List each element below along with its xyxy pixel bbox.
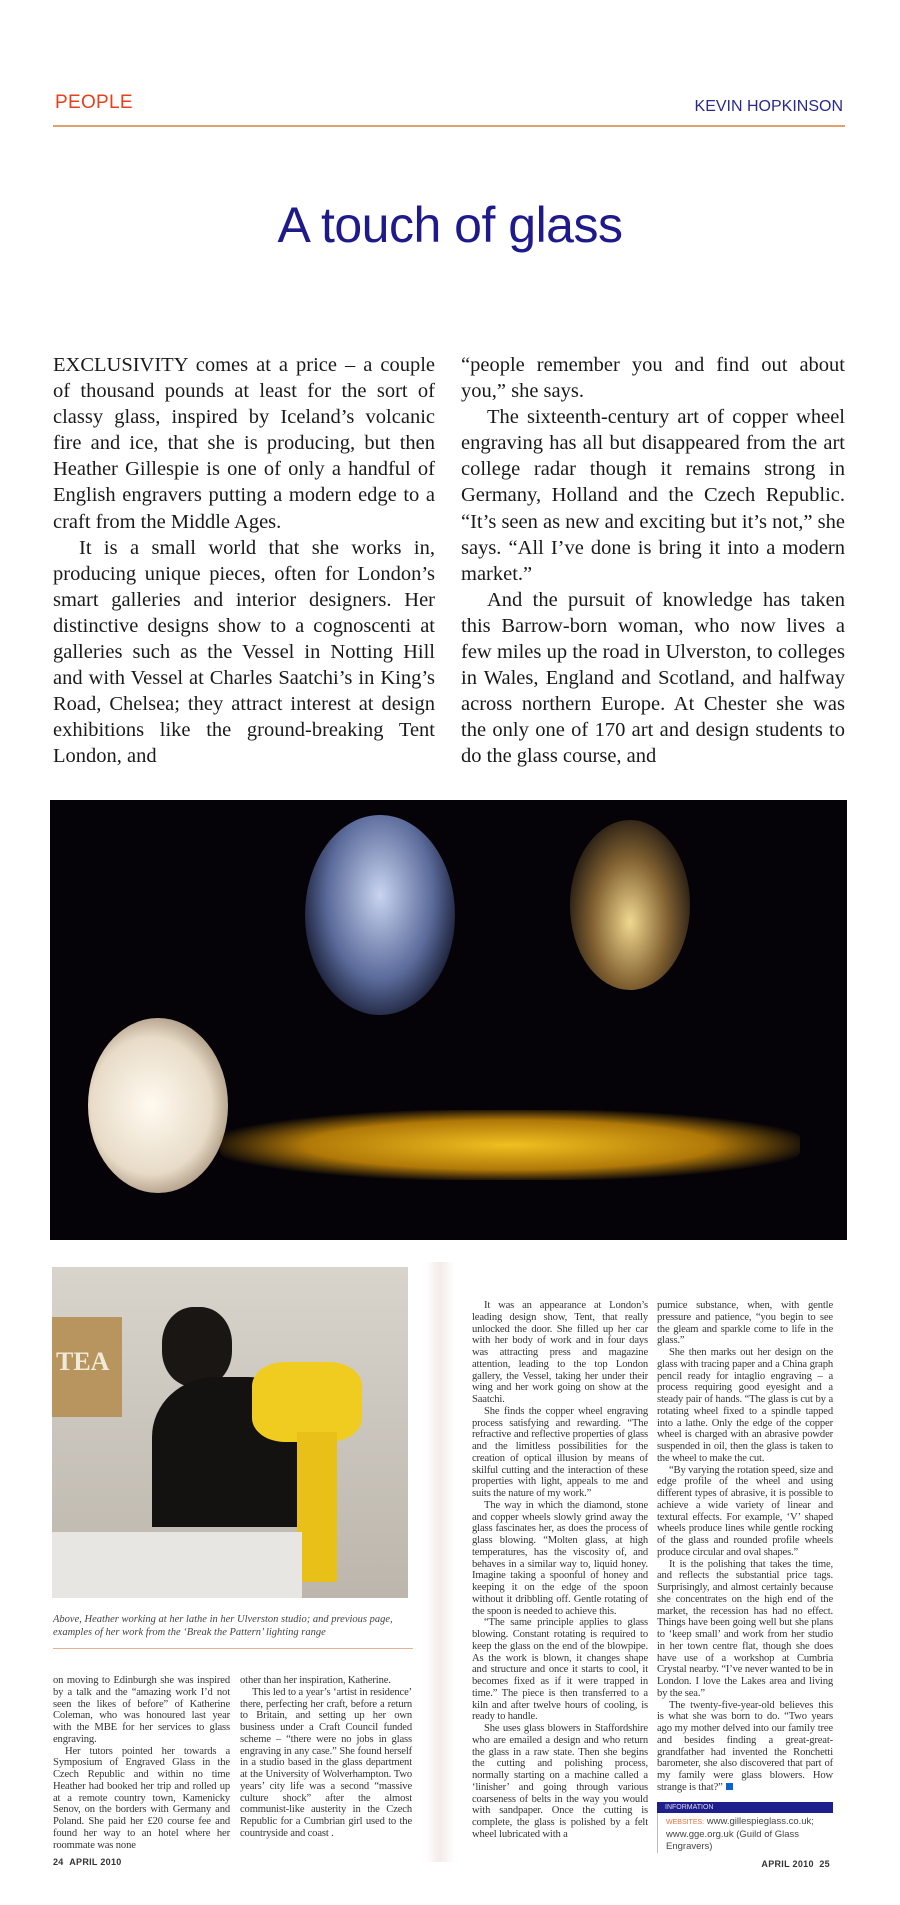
tea-sign-text: TEA bbox=[56, 1347, 110, 1376]
page-gutter bbox=[425, 1262, 455, 1862]
page-number: 24 bbox=[53, 1857, 64, 1867]
intro-column-left bbox=[53, 352, 435, 770]
intro-column-right bbox=[461, 352, 845, 770]
workbench bbox=[52, 1532, 302, 1598]
paragraph: It was an appearance at London’s leading design show, Tent, that really unlocked the door. She filled up her car with her body of work and in four days was attracting press and magazine attention, leading to the top London gallery, the Vessel, taking her under their wing and her work going on show at the Saatchi. bbox=[472, 1300, 648, 1405]
websites-label: WEBSITES: bbox=[666, 1819, 705, 1826]
paragraph: She finds the copper wheel engraving process satisfying and rewarding. “The refractive and reflective properties of glass and the limitless possibilities for the creation of optical illusion by means of skilful cutting and the interaction of these properties with light, appeals to me and suits the nature of my work.” bbox=[472, 1405, 648, 1499]
heather-at-lathe-photo bbox=[52, 1267, 408, 1598]
header-divider bbox=[53, 125, 845, 127]
paragraph: The way in which the diamond, stone and copper wheels slowly grind away the glass fascinates her, as does the process of glass blowing. “Molten glass, at high temperatures, has the viscosity of, and behaves in a similar way to, liquid honey. Imagine taking a spoonful of honey and keeping it on the edge of the spoon without it dribbling off. Gentle rotating of the spoon is needed to achieve this. bbox=[472, 1499, 648, 1617]
page25-column-1 bbox=[472, 1300, 648, 1841]
issue-date: APRIL 2010 bbox=[69, 1857, 122, 1867]
photo-caption: Above, Heather working at her lathe in her Ulverston studio; and previous page, examples of her work from the ‘Break the Pattern’ lighting range bbox=[53, 1614, 393, 1638]
website-link-gge[interactable]: www.gge.org.uk (Guild of Glass Engravers) bbox=[666, 1829, 800, 1852]
article-title: A touch of glass bbox=[277, 197, 623, 253]
footer-right bbox=[761, 1859, 830, 1869]
paragraph: The sixteenth-century art of copper wheel engraving has all but disappeared from the art college radar though it remains strong in Germany, Holland and the Czech Republic. “It’s seen as new and exciting but it’s not,” she says. “All I’ve done is bring it into a modern market.” bbox=[461, 406, 845, 585]
paragraph: pumice substance, when, with gentle pressure and patience, “you begin to see the gleam and sparkle come to life in the glass.” bbox=[657, 1300, 833, 1347]
information-heading: INFORMATION bbox=[657, 1802, 833, 1813]
issue-date: APRIL 2010 bbox=[761, 1859, 814, 1869]
lathe-stand bbox=[297, 1432, 337, 1582]
paragraph: on moving to Edinburgh she was inspired by a talk and the “amazing work I’d not seen the likes of before” of Katherine Coleman, who was honoured last year with the MBE for her services to glass engraving. bbox=[53, 1675, 230, 1745]
glass-lamps-photo bbox=[50, 800, 847, 1240]
page24-column-1 bbox=[53, 1675, 230, 1851]
information-box bbox=[657, 1802, 833, 1853]
caption-divider bbox=[53, 1648, 413, 1649]
website-link-gillespieglass[interactable]: www.gillespieglass.co.uk; bbox=[706, 1816, 814, 1827]
paragraph: She then marks out her design on the glass with tracing paper and a China graph pencil ready for intaglio engraving – a process requiring good eyesight and a steady pair of hands. “The glass is cut by a rotating wheel fixed to a spindle tapped into a lathe. Only the edge of the copper wheel is charged with an abrasive powder suspended in oil, then the glass is taken to the wheel to make the cut. bbox=[657, 1347, 833, 1464]
paragraph: EXCLUSIVITY comes at a price – a couple of thousand pounds at least for the sort of classy glass, inspired by Iceland’s volcanic fire and ice, that she is producing, but then Heather Gillespie is one of only a handful of English engravers putting a modern edge to a craft from the Middle Ages. bbox=[53, 354, 435, 533]
lathe-motor bbox=[252, 1362, 362, 1442]
page25-column-2 bbox=[657, 1300, 833, 1794]
paragraph: The twenty-five-year-old believes this is what she was born to do. “Two years ago my mother delved into our family tree and besides finding a great-great-grandfather had invented the Ronchetti barometer, she also discovered that part of my family were glass blowers. How strange is that?” bbox=[657, 1699, 833, 1793]
paragraph: “The same principle applies to glass blowing. Constant rotating is required to keep the glass on the end of the blowpipe. As the work is blown, it changes shape and structure and once it starts to cool, it becomes fixed as if it were trapped in time.” The piece is then transferred to a kiln and after twelve hours of cooling, is ready to handle. bbox=[472, 1617, 648, 1723]
page-number: 25 bbox=[819, 1859, 830, 1869]
paragraph: It is the polishing that takes the time, and reflects the substantial price tags. Surprisingly, and almost certainly because she concentrates on the high end of the market, the recession has had no effect. Things have been going well but she plans to ‘keep small’ and work from her studio in her town centre flat, though she does have use of a workshop at Cumbria Crystal nearby. “I’ve never wanted to be in London. I love the Lakes area and living by the sea.” bbox=[657, 1558, 833, 1699]
section-label: PEOPLE bbox=[55, 92, 133, 113]
end-mark-icon bbox=[726, 1783, 733, 1790]
author-byline: KEVIN HOPKINSON bbox=[694, 98, 843, 115]
tea-sign bbox=[52, 1317, 122, 1417]
paragraph: This led to a year’s ‘artist in residence’ there, perfecting her craft, before a return to Britain, and setting up her own business under a Craft Council funded scheme – “there were no jobs in glass engraving in any case.” She found herself in a studio based in the glass department at the University of Wolverhampton. Two years’ city life was a second “massive culture shock” after the almost communist-like austerity in the Czech Republic for a Cumbrian girl used to the countryside and coast . bbox=[240, 1686, 412, 1839]
paragraph: “people remember you and find out about you,” she says. bbox=[461, 354, 845, 403]
paragraph: other than her inspiration, Katherine. bbox=[240, 1675, 391, 1686]
paragraph: She uses glass blowers in Staffordshire who are emailed a design and who return the glass in a raw state. Then she begins the cutting and polishing process, normally starting on a machine called a ‘linisher’ and going through various coarseness of belts in the way you would with sandpaper. Once the cutting is complete, the glass is polished by a felt wheel lubricated with a bbox=[472, 1723, 648, 1840]
paragraph: Her tutors pointed her towards a Symposium of Engraved Glass in the Czech Republic and within no time Heather had booked her trip and rolled up at a remote country town, Kamenicky Senov, on the borders with Germany and Poland. She paid her £20 course fee and found her way to an hotel where her roommate was none bbox=[53, 1745, 230, 1851]
paragraph: And the pursuit of knowledge has taken this Barrow-born woman, who now lives a few miles up the road in Ulverston, to colleges in Wales, England and Scotland, and halfway across northern Europe. At Chester she was the only one of 170 art and design students to do the glass course, and bbox=[461, 588, 845, 768]
paragraph: “By varying the rotation speed, size and edge profile of the wheel and using different types of abrasive, it is possible to achieve a wide variety of linear and textural effects. For example, ‘V’ shaped wheels produce lines while gentle rocking of the glass and rounded profile wheels produce circular and oval shapes.” bbox=[657, 1464, 833, 1558]
paragraph: It is a small world that she works in, producing unique pieces, often for London’s smart galleries and interior designers. Her distinctive designs show to a cognoscenti at galleries such as the Vessel in Notting Hill and with Vessel at Charles Saatchi’s in King’s Road, Chelsea; they attract interest at design exhibitions like the ground-breaking Tent London, and bbox=[53, 536, 435, 768]
page24-column-2 bbox=[240, 1675, 412, 1840]
person-head bbox=[162, 1307, 232, 1387]
footer-left bbox=[53, 1857, 122, 1867]
